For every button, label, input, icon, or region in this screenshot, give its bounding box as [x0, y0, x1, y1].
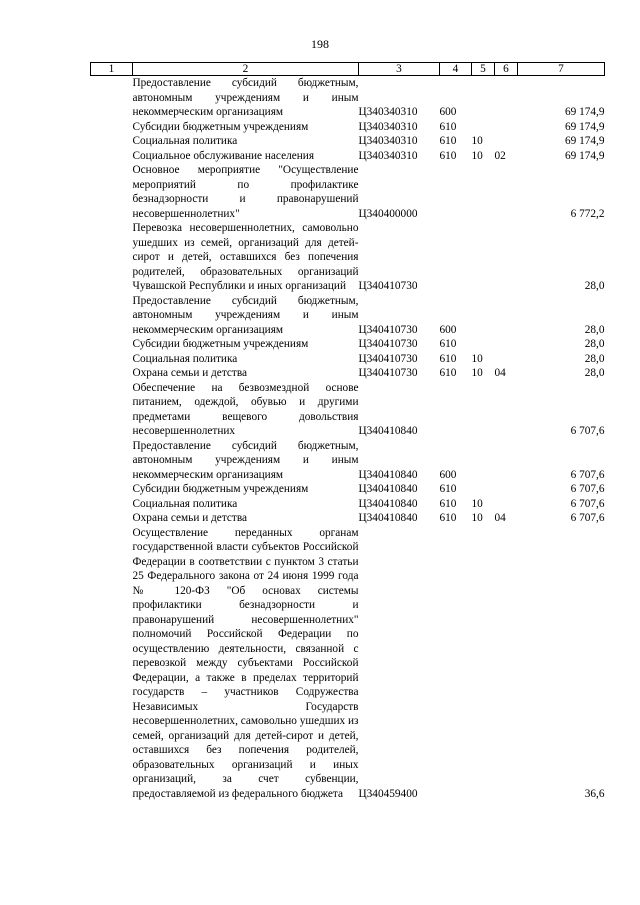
expense-type-cell: 600: [439, 323, 457, 336]
target-code-cell: Ц340400000: [358, 207, 418, 220]
section-cell: [472, 526, 495, 802]
expense-type-cell: 610: [439, 135, 457, 147]
table-row: [91, 511, 605, 526]
expense-type-cell: 610: [439, 483, 457, 495]
item-name-cell: Социальная политика: [132, 352, 238, 365]
section-cell: [472, 337, 495, 352]
expense-type-cell: [440, 526, 472, 802]
amount-cell: 6 707,6: [570, 497, 605, 510]
row-number-cell: [91, 221, 133, 294]
target-code-cell: Ц340340310: [358, 106, 418, 118]
amount-cell: 6 772,2: [570, 207, 605, 220]
item-name-cell: Субсидии бюджетным учреждениям: [132, 483, 309, 495]
section-cell: [472, 120, 495, 135]
row-number-cell: [91, 439, 133, 483]
column-5-header: 5: [472, 63, 495, 76]
target-code-cell: Ц340410840: [358, 468, 418, 481]
item-name-cell: Социальное обслуживание населения: [132, 149, 315, 162]
column-3-header: 3: [359, 63, 440, 76]
item-name-cell: Социальная политика: [132, 135, 238, 147]
amount-cell: 6 707,6: [570, 468, 605, 481]
section-cell: [472, 482, 495, 497]
item-name-cell: Охрана семьи и детства: [132, 512, 248, 524]
amount-cell: 28,0: [584, 352, 605, 365]
item-name-cell: Перевозка несовершеннолетних, самовольно ушедших из семей, организаций для детей-сирот и детей, оставшихся без попечения родителей, образовательных организаций Чувашской Республики и иных организаций: [132, 222, 359, 292]
expense-type-cell: 610: [439, 367, 457, 379]
item-name-cell: Основное мероприятие "Осуществление мероприятий по профилактике безнадзорности и правонарушений несовершеннолетних": [132, 164, 359, 220]
table-row: [91, 381, 605, 439]
row-number-cell: [91, 497, 133, 512]
section-cell: 10: [471, 149, 483, 162]
section-cell: 10: [471, 367, 483, 379]
table-row: [91, 482, 605, 497]
target-code-cell: Ц340459400: [358, 787, 418, 800]
table-row: [91, 134, 605, 149]
target-code-cell: Ц340410730: [358, 280, 418, 292]
item-name-cell: Предоставление субсидий бюджетным, автономным учреждениям и иным некоммерческим организациям: [132, 439, 359, 481]
section-cell: [472, 439, 495, 483]
expense-type-cell: 610: [439, 120, 457, 133]
target-code-cell: Ц340410730: [358, 352, 418, 365]
table-row: [91, 294, 605, 338]
page-number: 198: [311, 37, 329, 51]
table-row: [91, 149, 605, 164]
budget-table: [90, 62, 605, 801]
amount-cell: 28,0: [584, 367, 605, 379]
table-row: [91, 120, 605, 135]
target-code-cell: Ц340340310: [358, 135, 418, 147]
row-number-cell: [91, 134, 133, 149]
subsection-cell: [495, 482, 518, 497]
subsection-cell: 04: [494, 367, 506, 379]
amount-cell: 69 174,9: [564, 149, 605, 162]
expense-type-cell: 610: [439, 338, 457, 350]
column-7-header: 7: [518, 63, 605, 76]
row-number-cell: [91, 337, 133, 352]
subsection-cell: [495, 221, 518, 294]
expense-type-cell: 600: [439, 468, 457, 481]
table-row: [91, 497, 605, 512]
subsection-cell: [495, 526, 518, 802]
target-code-cell: Ц340410840: [358, 483, 418, 495]
target-code-cell: Ц340410730: [358, 338, 418, 350]
row-number-cell: [91, 163, 133, 221]
item-name-cell: Обеспечение на безвозмездной основе питанием, одеждой, обувью и другими предметами вещевого довольствия несовершеннолетних: [132, 381, 359, 437]
table-row: [91, 439, 605, 483]
target-code-cell: Ц340410730: [358, 367, 418, 379]
expense-type-cell: 610: [439, 352, 457, 365]
amount-cell: 69 174,9: [564, 135, 605, 147]
amount-cell: 69 174,9: [564, 106, 605, 118]
target-code-cell: Ц340340310: [358, 120, 418, 133]
target-code-cell: Ц340410840: [358, 425, 418, 437]
row-number-cell: [91, 366, 133, 381]
table-row: [91, 76, 605, 120]
column-6-header: 6: [495, 63, 518, 76]
item-name-cell: Предоставление субсидий бюджетным, автономным учреждениям и иным некоммерческим организациям: [132, 77, 359, 118]
amount-cell: 6 707,6: [570, 425, 605, 437]
subsection-cell: [495, 337, 518, 352]
section-cell: [472, 76, 495, 120]
target-code-cell: Ц340410730: [358, 323, 418, 336]
amount-cell: 28,0: [584, 338, 605, 350]
row-number-cell: [91, 526, 133, 802]
row-number-cell: [91, 120, 133, 135]
amount-cell: 6 707,6: [570, 483, 605, 495]
table-row: [91, 337, 605, 352]
section-cell: [472, 294, 495, 338]
row-number-cell: [91, 76, 133, 120]
section-cell: [472, 163, 495, 221]
target-code-cell: Ц340410840: [358, 497, 418, 510]
expense-type-cell: 610: [439, 497, 457, 510]
row-number-cell: [91, 511, 133, 526]
subsection-cell: [495, 497, 518, 512]
amount-cell: 36,6: [584, 787, 605, 800]
section-cell: [472, 221, 495, 294]
row-number-cell: [91, 149, 133, 164]
column-2-header: 2: [133, 63, 359, 76]
expense-type-cell: 610: [439, 512, 457, 524]
table-row: [91, 221, 605, 294]
table-row: [91, 366, 605, 381]
amount-cell: 28,0: [584, 280, 605, 292]
subsection-cell: [495, 381, 518, 439]
subsection-cell: [495, 120, 518, 135]
expense-type-cell: 610: [439, 149, 457, 162]
target-code-cell: Ц340340310: [358, 149, 418, 162]
row-number-cell: [91, 294, 133, 338]
subsection-cell: [495, 294, 518, 338]
expense-type-cell: 600: [439, 106, 457, 118]
item-name-cell: Предоставление субсидий бюджетным, автономным учреждениям и иным некоммерческим организациям: [132, 294, 359, 336]
column-1-header: 1: [91, 63, 133, 76]
row-number-cell: [91, 381, 133, 439]
expense-type-cell: [440, 381, 472, 439]
amount-cell: 6 707,6: [570, 512, 605, 524]
expense-type-cell: [440, 221, 472, 294]
section-cell: 10: [471, 135, 483, 147]
table-row: [91, 526, 605, 802]
subsection-cell: [495, 163, 518, 221]
column-number-header: [91, 63, 605, 76]
expense-type-cell: [440, 163, 472, 221]
row-number-cell: [91, 482, 133, 497]
item-name-cell: Осуществление переданных органам государственной власти субъектов Российской Федерации в соответствии с пунктом 3 статьи 25 Федерального закона от 24 июня 1999 года № 120-ФЗ "Об основах системы профилактики безнадзорности и правонарушений несовершеннолетних" полномочий Российской Федерации по осуществлению деятельности, связанной с перевозкой между субъектами Российской Федерации, а также в пределах территорий государств – участников Содружества Независимых Государств несовершеннолетних, самовольно ушедших из семей, организаций для детей-сирот и детей, оставшихся без попечения родителей, образовательных организаций и иных организаций, за счет субвенции, предоставляемой из федерального бюджета: [132, 526, 359, 800]
subsection-cell: [495, 134, 518, 149]
item-name-cell: Социальная политика: [132, 497, 238, 510]
budget-rows: [91, 76, 605, 802]
table-row: [91, 163, 605, 221]
column-4-header: 4: [440, 63, 472, 76]
table-row: [91, 352, 605, 367]
subsection-cell: [495, 352, 518, 367]
section-cell: [472, 381, 495, 439]
item-name-cell: Субсидии бюджетным учреждениям: [132, 338, 309, 350]
subsection-cell: [495, 76, 518, 120]
section-cell: 10: [471, 352, 483, 365]
row-number-cell: [91, 352, 133, 367]
amount-cell: 69 174,9: [564, 120, 605, 133]
subsection-cell: 02: [494, 149, 506, 162]
subsection-cell: [495, 439, 518, 483]
item-name-cell: Охрана семьи и детства: [132, 367, 248, 379]
section-cell: 10: [471, 512, 483, 524]
subsection-cell: 04: [494, 512, 506, 524]
target-code-cell: Ц340410840: [358, 512, 418, 524]
amount-cell: 28,0: [584, 323, 605, 336]
item-name-cell: Субсидии бюджетным учреждениям: [132, 120, 309, 133]
section-cell: 10: [471, 497, 483, 510]
